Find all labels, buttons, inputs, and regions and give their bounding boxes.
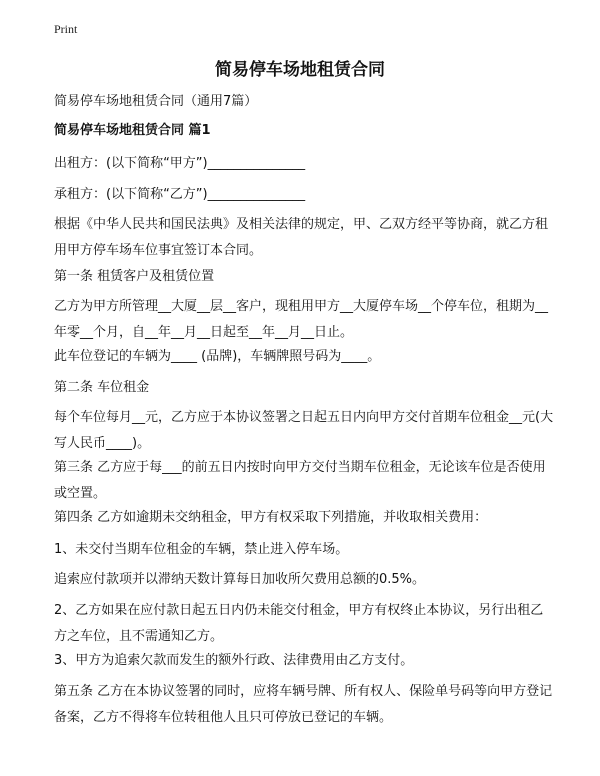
- lessor-line: 出租方：(以下简称“甲方”)_______________: [54, 156, 306, 171]
- page-title: 简易停车场地租赁合同: [215, 60, 385, 80]
- document-subtitle: 简易停车场地租赁合同（通用7篇）: [54, 94, 258, 109]
- paragraph-lease-location: 乙方为甲方所管理__大厦__层__客户，现租用甲方__大厦停车场__个停车位，租期为__年零__个月，自__年__月__日起至__年__月__日止。: [54, 299, 549, 340]
- article-3-paragraph: 第三条 乙方应于每___的前五日内按时向甲方交付当期车位租金，无论该车位是否使用或空置。: [54, 460, 546, 501]
- lessee-line: 承租方：(以下简称“乙方”)_______________: [54, 187, 306, 202]
- print-link[interactable]: Print: [54, 22, 78, 36]
- clause-late-fee: 追索应付款项并以滞纳天数计算每日加收所欠费用总额的0.5%。: [54, 572, 426, 587]
- clause-1: 1、未交付当期车位租金的车辆，禁止进入停车场。: [54, 542, 349, 557]
- paragraph-vehicle: 此车位登记的车辆为____ (品牌)，车辆牌照号码为____。: [54, 349, 381, 364]
- paragraph-basis: 根据《中华人民共和国民法典》及相关法律的规定，甲、乙双方经平等协商，就乙方租用甲方停车场车位事宜签订本合同。: [54, 217, 549, 258]
- article-5-paragraph: 第五条 乙方在本协议签署的同时，应将车辆号牌、所有权人、保险单号码等向甲方登记备案，乙方不得将车位转租他人且只可停放已登记的车辆。: [54, 684, 553, 725]
- article-1-heading: 第一条 租赁客户及租赁位置: [54, 269, 215, 284]
- clause-2: 2、乙方如果在应付款日起五日内仍未能交付租金，甲方有权终止本协议，另行出租乙方之车位，且不需通知乙方。: [54, 603, 544, 644]
- article-4-paragraph: 第四条 乙方如逾期未交纳租金，甲方有权采取下列措施，并收取相关费用：: [54, 510, 488, 525]
- section-heading: 简易停车场地租赁合同 篇1: [54, 123, 211, 138]
- clause-3: 3、甲方为追索欠款而发生的额外行政、法律费用由乙方支付。: [54, 653, 414, 668]
- paragraph-rent: 每个车位每月__元，乙方应于本协议签署之日起五日内向甲方交付首期车位租金__元(大写人民币____)。: [54, 410, 554, 451]
- article-2-heading: 第二条 车位租金: [54, 380, 150, 395]
